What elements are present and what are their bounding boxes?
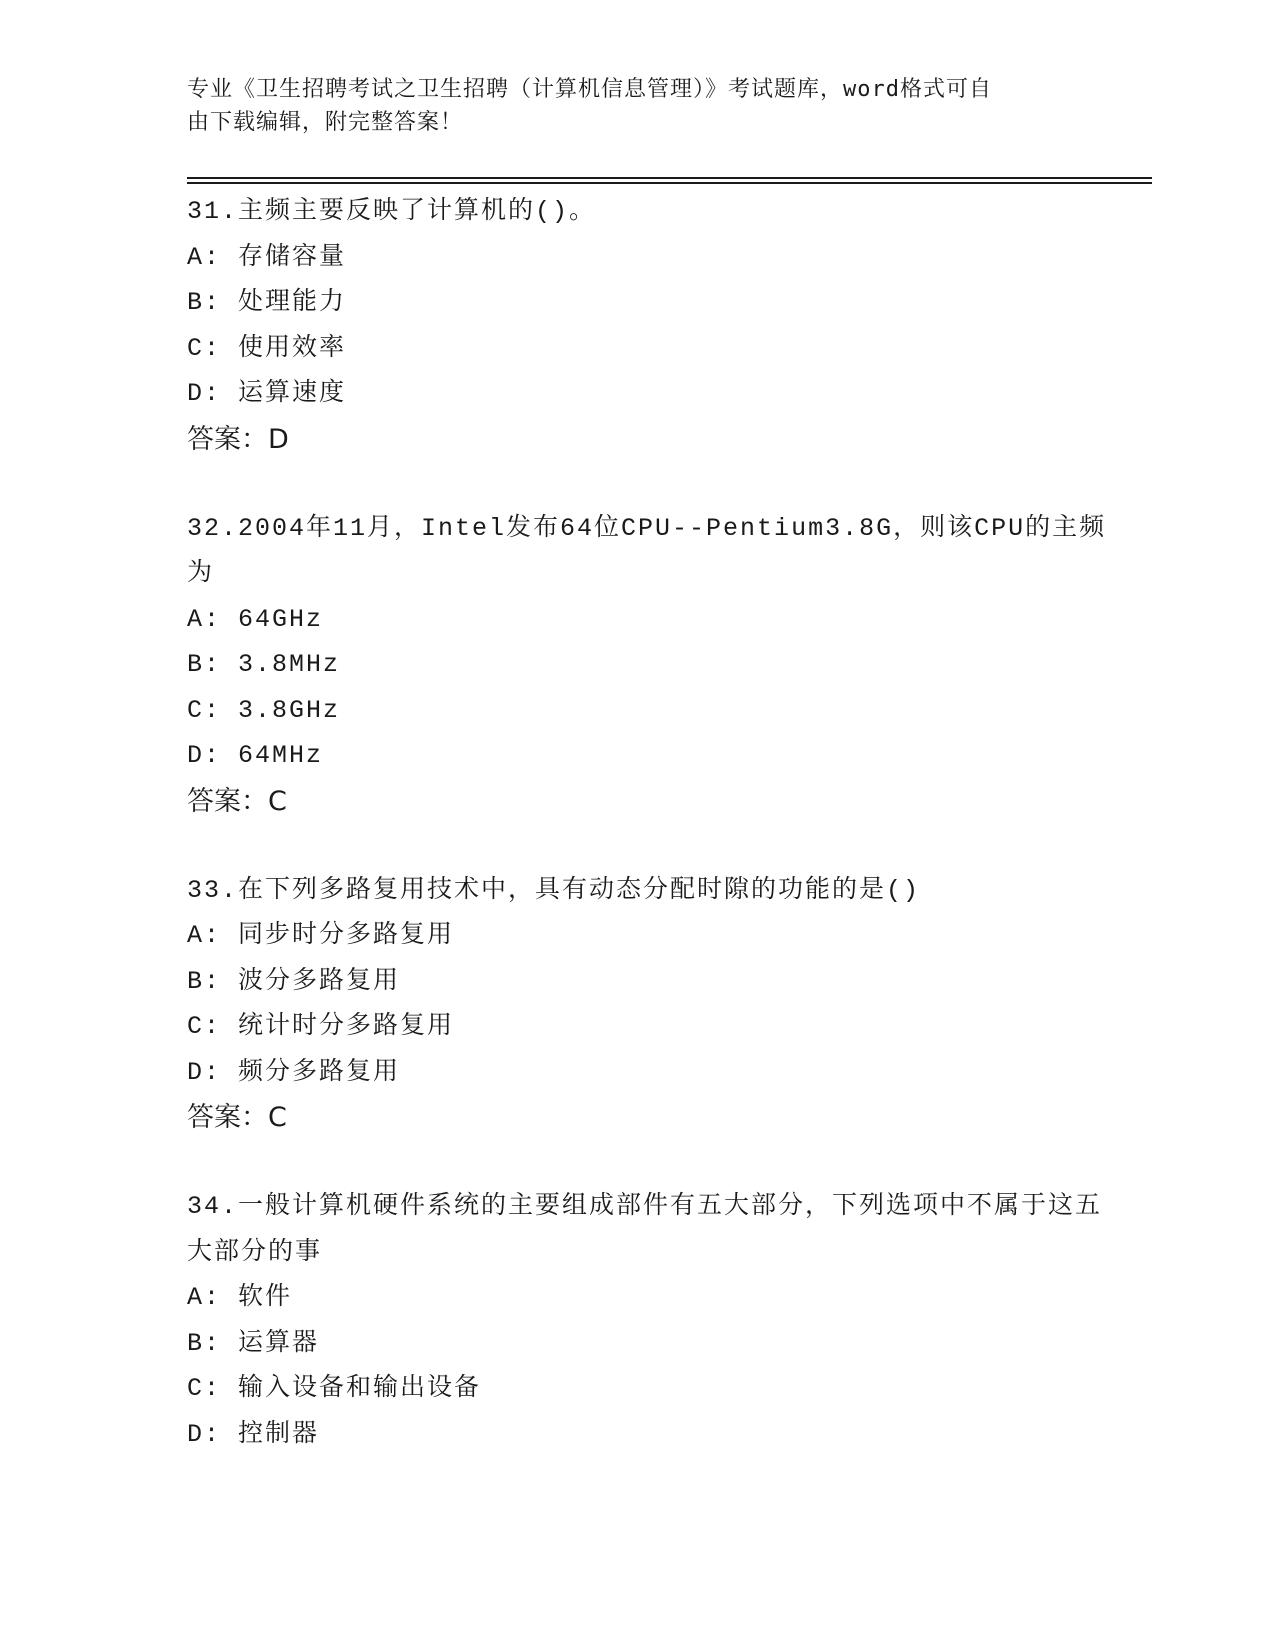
question-list bbox=[187, 189, 1107, 1500]
header-divider-top bbox=[187, 177, 1152, 179]
header-line-2: 由下载编辑，附完整答案！ bbox=[187, 110, 464, 135]
question-31 bbox=[187, 189, 1107, 463]
option-a: A: 软件 bbox=[187, 1283, 293, 1312]
option-b: B: 3.8MHz bbox=[187, 650, 341, 679]
header-divider-bottom bbox=[187, 182, 1152, 184]
option-a: A: 64GHz bbox=[187, 604, 324, 634]
option-b: B: 运算器 bbox=[187, 1328, 320, 1358]
option-d: D: 控制器 bbox=[187, 1419, 320, 1449]
document-header bbox=[187, 73, 1087, 139]
option-b: B: 波分多路复用 bbox=[187, 966, 401, 996]
option-c: C: 输入设备和输出设备 bbox=[187, 1374, 482, 1403]
answer-line: 答案：D bbox=[187, 423, 289, 455]
question-stem: 34.一般计算机硬件系统的主要组成部件有五大部分，下列选项中不属于这五大部分的事 bbox=[187, 1192, 1103, 1267]
option-d: D: 64MHz bbox=[187, 741, 324, 770]
question-stem: 31.主频主要反映了计算机的()。 bbox=[187, 197, 597, 226]
option-c: C: 使用效率 bbox=[187, 333, 347, 363]
answer-line: 答案：C bbox=[187, 1102, 287, 1133]
option-a: A: 存储容量 bbox=[187, 242, 347, 272]
option-d: D: 运算速度 bbox=[187, 379, 347, 408]
option-c: C: 3.8GHz bbox=[187, 695, 341, 725]
question-34 bbox=[187, 1184, 1107, 1457]
option-b: B: 处理能力 bbox=[187, 288, 347, 317]
option-c: C: 统计时分多路复用 bbox=[187, 1012, 455, 1041]
question-32 bbox=[187, 506, 1107, 825]
question-stem: 32.2004年11月，Intel发布64位CPU--Pentium3.8G，则该CPU的主频为 bbox=[187, 513, 1107, 588]
header-line-1: 专业《卫生招聘考试之卫生招聘（计算机信息管理）》考试题库，word格式可自 bbox=[187, 77, 992, 102]
question-33 bbox=[187, 868, 1107, 1142]
question-stem: 33.在下列多路复用技术中，具有动态分配时隙的功能的是() bbox=[187, 875, 921, 905]
option-d: D: 频分多路复用 bbox=[187, 1057, 401, 1087]
answer-line: 答案：C bbox=[187, 785, 287, 817]
option-a: A: 同步时分多路复用 bbox=[187, 921, 455, 950]
